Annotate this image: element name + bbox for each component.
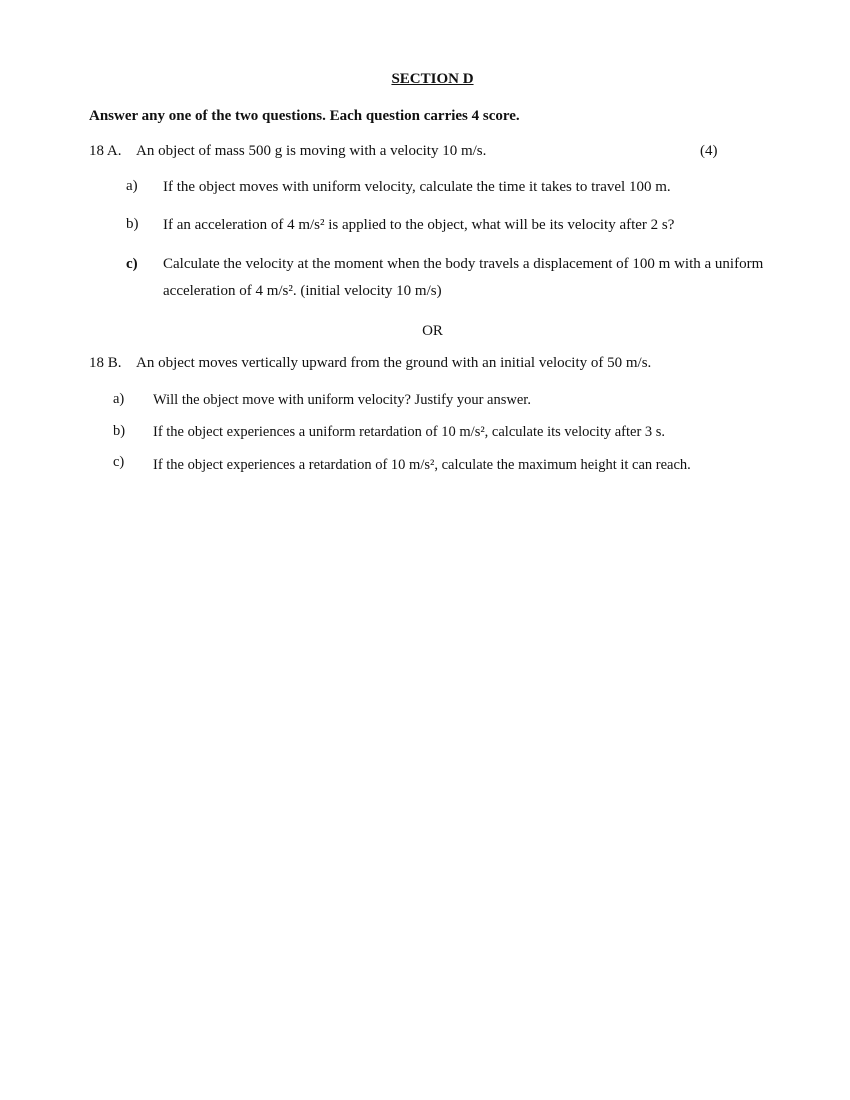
question-text: An object moves vertically upward from the ground with an initial velocity of 50 m/s. <box>136 355 652 371</box>
question-18b <box>89 355 651 372</box>
question-marks: (4) <box>700 143 718 159</box>
part-text: Calculate the velocity at the moment when the body travels a displacement of 100 m with a uniform acceleration of 4 m/s². (initial velocity 10 m/s) <box>163 256 764 299</box>
part-text: If an acceleration of 4 m/s² is applied to the object, what will be its velocity after 2 s? <box>163 217 675 233</box>
question-number: 18 A. <box>89 143 122 159</box>
question-number: 18 B. <box>89 355 122 371</box>
part-label: c) <box>126 256 138 272</box>
part-text: If the object experiences a retardation of 10 m/s², calculate the maximum height it can reach. <box>153 457 691 473</box>
part-label: b) <box>113 423 126 439</box>
part-label: c) <box>113 454 125 470</box>
part-text: Will the object move with uniform velocity? Justify your answer. <box>153 392 531 408</box>
section-instructions: Answer any one of the two questions. Each question carries 4 score. <box>89 108 520 124</box>
part-text: If the object experiences a uniform retardation of 10 m/s², calculate its velocity after 3 s. <box>153 424 666 440</box>
section-title: SECTION D <box>391 71 474 87</box>
part-label: b) <box>126 216 139 232</box>
question-text: An object of mass 500 g is moving with a velocity 10 m/s. <box>136 143 487 159</box>
question-18a <box>89 143 486 160</box>
part-label: a) <box>113 391 125 407</box>
part-text: If the object moves with uniform velocity, calculate the time it takes to travel 100 m. <box>163 179 671 195</box>
part-label: a) <box>126 178 138 194</box>
or-divider: OR <box>422 323 443 339</box>
